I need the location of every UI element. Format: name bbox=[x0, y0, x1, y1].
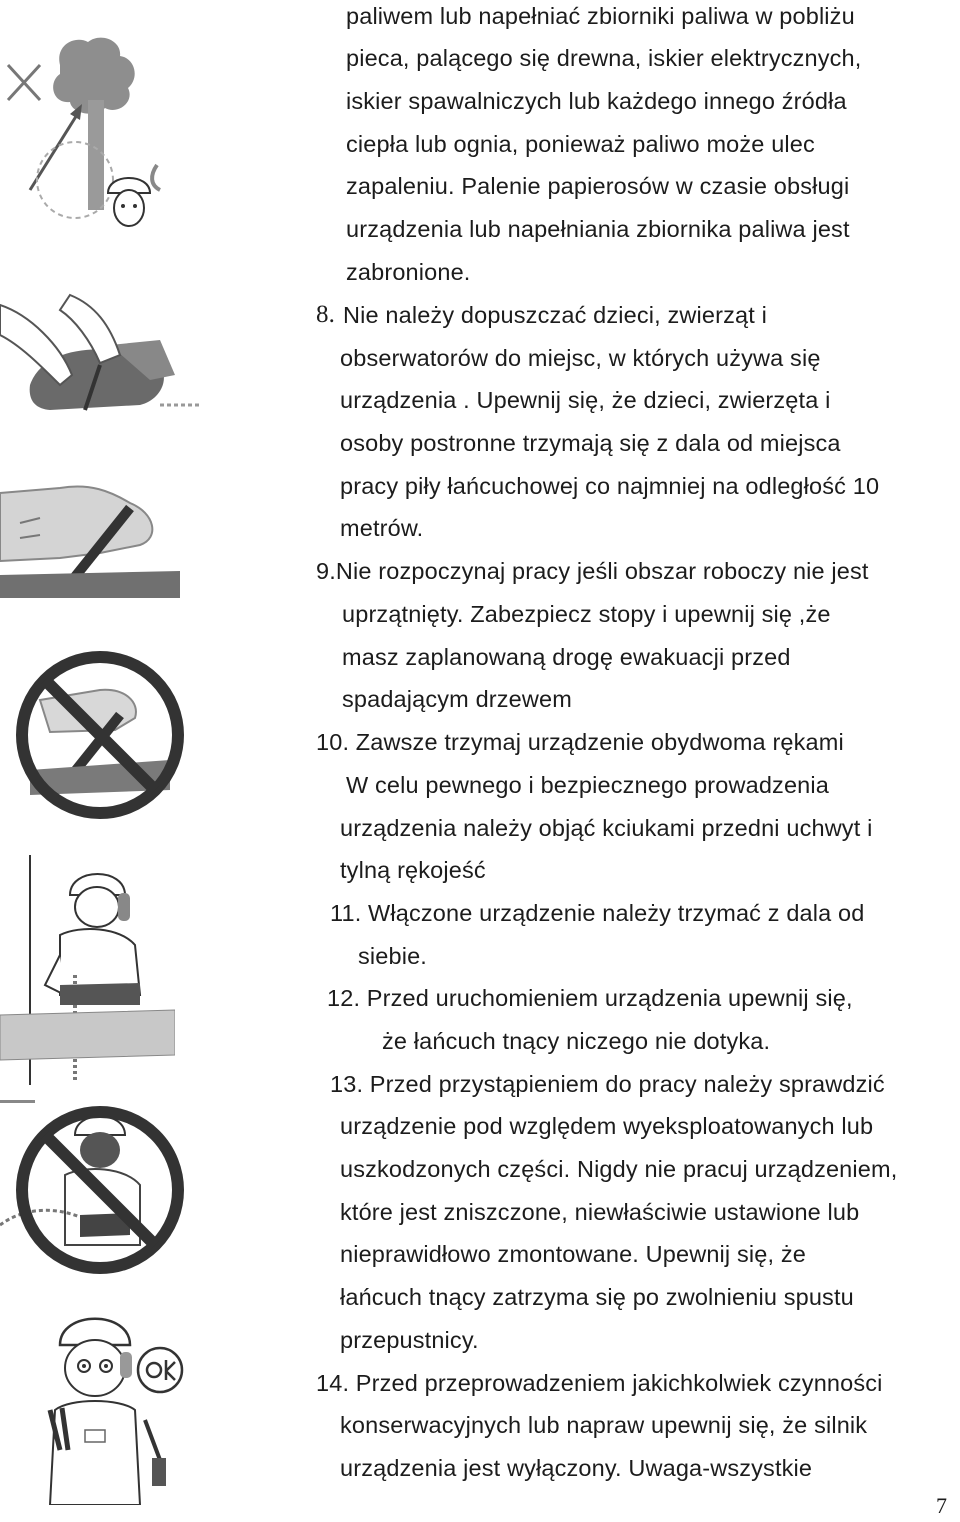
text-line: zapaleniu. Palenie papierosów w czasie obsługi bbox=[346, 173, 850, 199]
text-line: urządzenia należy objąć kciukami przedni uchwyt i bbox=[340, 815, 873, 841]
text-line: paliwem lub napełniać zbiorniki paliwa w pobliżu bbox=[346, 3, 855, 29]
text-line: urządzenia . Upewnij się, że dzieci, zwierzęta i bbox=[340, 387, 831, 413]
text-line: spadającym drzewem bbox=[342, 686, 572, 712]
text-line: 13. Przed przystąpieniem do pracy należy sprawdzić bbox=[330, 1071, 885, 1097]
worker-cutting-log-icon bbox=[0, 855, 175, 1085]
text-line: łańcuch tnący zatrzyma się po zwolnieniu spustu bbox=[340, 1284, 854, 1310]
page-number: 7 bbox=[936, 1493, 947, 1518]
text-line: Nie należy dopuszczać dzieci, zwierząt i bbox=[343, 302, 767, 328]
text-line: 11. Włączone urządzenie należy trzymać z dala od bbox=[330, 900, 865, 926]
text-line: osoby postronne trzymają się z dala od miejsca bbox=[340, 430, 841, 456]
text-line: przepustnicy. bbox=[340, 1327, 479, 1353]
text-line: zabronione. bbox=[346, 259, 471, 285]
text-line: urządzenie pod względem wyeksploatowanych lub bbox=[340, 1113, 874, 1139]
text-line: 9.Nie rozpoczynaj pracy jeśli obszar roboczy nie jest bbox=[316, 558, 869, 584]
text-line: które jest zniszczone, niewłaściwie ustawione lub bbox=[340, 1199, 860, 1225]
worker-ok-tools-icon bbox=[20, 1300, 200, 1505]
text-line: pieca, palącego się drewna, iskier elektrycznych, bbox=[346, 45, 862, 71]
text-line: konserwacyjnych lub napraw upewnij się, że silnik bbox=[340, 1412, 868, 1438]
text-line: masz zaplanowaną drogę ewakuacji przed bbox=[342, 644, 791, 670]
text-line: 12. Przed uruchomieniem urządzenia upewnij się, bbox=[327, 985, 853, 1011]
glove-on-handle-icon bbox=[0, 483, 180, 598]
text-line: tylną rękojeść bbox=[340, 857, 486, 883]
text-line: urządzenia lub napełniania zbiornika paliwa jest bbox=[346, 216, 850, 242]
tree-felling-worker-icon bbox=[0, 30, 175, 240]
text-line: obserwatorów do miejsc, w których używa się bbox=[340, 345, 821, 371]
text-line: metrów. bbox=[340, 515, 424, 541]
text-line: iskier spawalniczych lub każdego innego źródła bbox=[346, 88, 847, 114]
prohibited-chainsaw-near-body-icon bbox=[0, 1095, 200, 1280]
chainsaw-hands-grip-icon bbox=[0, 285, 200, 425]
text-line: 14. Przed przeprowadzeniem jakichkolwiek czynności bbox=[316, 1370, 883, 1396]
text-line: 10. Zawsze trzymaj urządzenie obydwoma rękami bbox=[316, 729, 844, 755]
text-line: urządzenia jest wyłączony. Uwaga-wszystkie bbox=[340, 1455, 813, 1481]
text-line: uprzątnięty. Zabezpiecz stopy i upewnij się ,że bbox=[342, 601, 831, 627]
text-line: uszkodzonych części. Nigdy nie pracuj urządzeniem, bbox=[340, 1156, 898, 1182]
text-line: ciepła lub ognia, ponieważ paliwo może ulec bbox=[346, 131, 815, 157]
item-number: 8. bbox=[316, 301, 336, 328]
text-line: że łańcuch tnący niczego nie dotyka. bbox=[382, 1028, 771, 1054]
text-line: pracy piły łańcuchowej co najmniej na odległość 10 bbox=[340, 473, 880, 499]
text-line: siebie. bbox=[358, 943, 427, 969]
text-line: W celu pewnego i bezpiecznego prowadzenia bbox=[346, 772, 829, 798]
prohibited-glove-grip-icon bbox=[0, 640, 200, 825]
text-line: nieprawidłowo zmontowane. Upewnij się, że bbox=[340, 1241, 806, 1267]
